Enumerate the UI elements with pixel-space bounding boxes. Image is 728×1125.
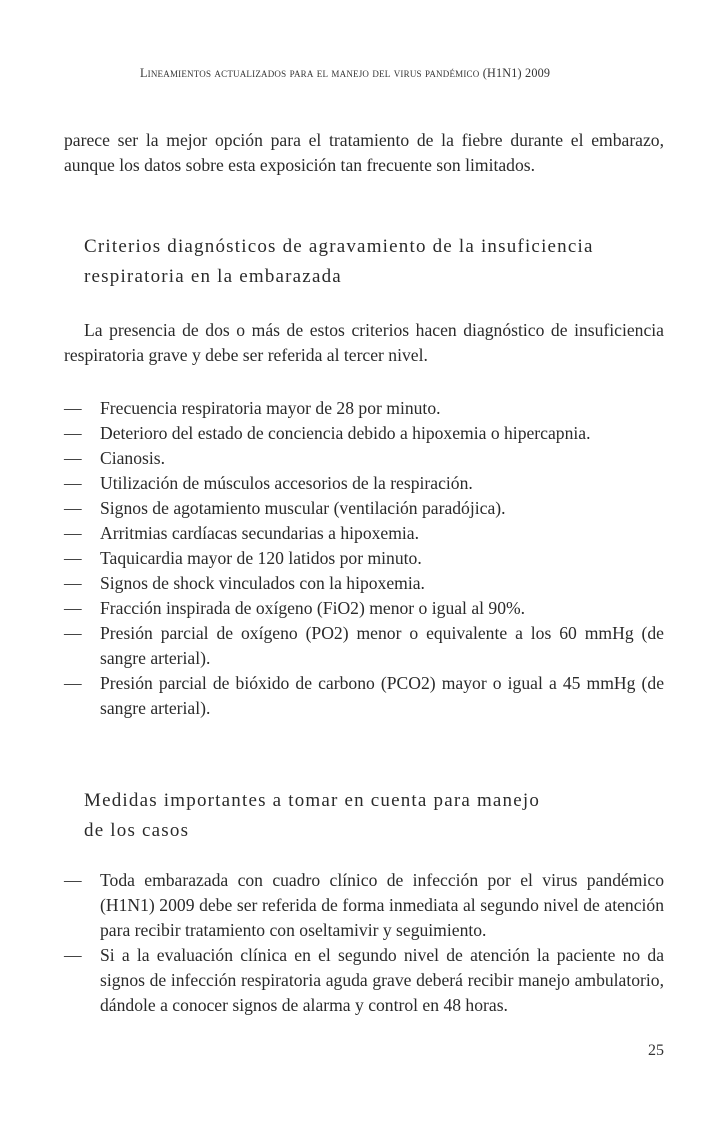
criteria-paragraph [64, 318, 664, 368]
dash-bullet: — [64, 448, 82, 468]
criteria-list [64, 396, 664, 721]
list-item: — Signos de shock vinculados con la hipoxemia. [64, 571, 664, 596]
dash-bullet: — [64, 598, 82, 618]
list-item: — Presión parcial de oxígeno (PO2) menor o equivalente a los 60 mmHg (de sangre arterial). [64, 623, 664, 668]
dash-bullet: — [64, 548, 82, 568]
list-item: — Toda embarazada con cuadro clínico de infección por el virus pandémico (H1N1) 2009 debe ser referida de forma inmediata al segundo nivel de atención para recibir tratamiento con oseltamivir y seguimiento. [64, 870, 664, 940]
page-number: 25 [648, 1042, 664, 1059]
dash-bullet: — [64, 523, 82, 543]
list-item: — Taquicardia mayor de 120 latidos por minuto. [64, 546, 664, 571]
dash-bullet: — [64, 398, 82, 418]
dash-bullet: — [64, 573, 82, 593]
list-item: — Cianosis. [64, 446, 664, 471]
dash-bullet: — [64, 623, 82, 643]
dash-bullet: — [64, 473, 82, 493]
list-item: — Arritmias cardíacas secundarias a hipoxemia. [64, 521, 664, 546]
measures-list [64, 868, 664, 1018]
list-item: — Presión parcial de bióxido de carbono (PCO2) mayor o igual a 45 mmHg (de sangre arterial). [64, 673, 664, 718]
heading-line: respiratoria en la embarazada [84, 266, 342, 287]
running-head: Lineamientos actualizados para el manejo del virus pandémico (H1N1) 2009 [140, 66, 551, 80]
dash-bullet: — [64, 673, 82, 693]
heading-line: Criterios diagnósticos de agravamiento de la insuficiencia [84, 236, 594, 257]
heading-line: de los casos [84, 820, 190, 841]
dash-bullet: — [64, 870, 82, 890]
list-item: — Deterioro del estado de conciencia debido a hipoxemia o hipercapnia. [64, 421, 664, 446]
list-item: — Utilización de músculos accesorios de la respiración. [64, 471, 664, 496]
dash-bullet: — [64, 423, 82, 443]
dash-bullet: — [64, 498, 82, 518]
section-heading-measures [84, 786, 664, 846]
list-item: — Signos de agotamiento muscular (ventilación paradójica). [64, 496, 664, 521]
list-item: — Fracción inspirada de oxígeno (FiO2) menor o igual al 90%. [64, 596, 664, 621]
dash-bullet: — [64, 945, 82, 965]
heading-line: Medidas importantes a tomar en cuenta para manejo [84, 790, 541, 811]
intro-paragraph: parece ser la mejor opción para el tratamiento de la fiebre durante el embarazo, aunque los datos sobre esta exposición tan frecuente son limitados. [64, 130, 664, 175]
criteria-paragraph-text: La presencia de dos o más de estos criterios hacen diagnóstico de insuficiencia respiratoria grave y debe ser referida al tercer nivel. [64, 320, 664, 365]
list-item: — Frecuencia respiratoria mayor de 28 por minuto. [64, 396, 664, 421]
section-heading-criteria [84, 232, 664, 292]
list-item: — Si a la evaluación clínica en el segundo nivel de atención la paciente no da signos de infección respiratoria aguda grave deberá recibir manejo ambulatorio, dándole a conocer signos de alarma y control en 48 horas. [64, 945, 664, 1015]
